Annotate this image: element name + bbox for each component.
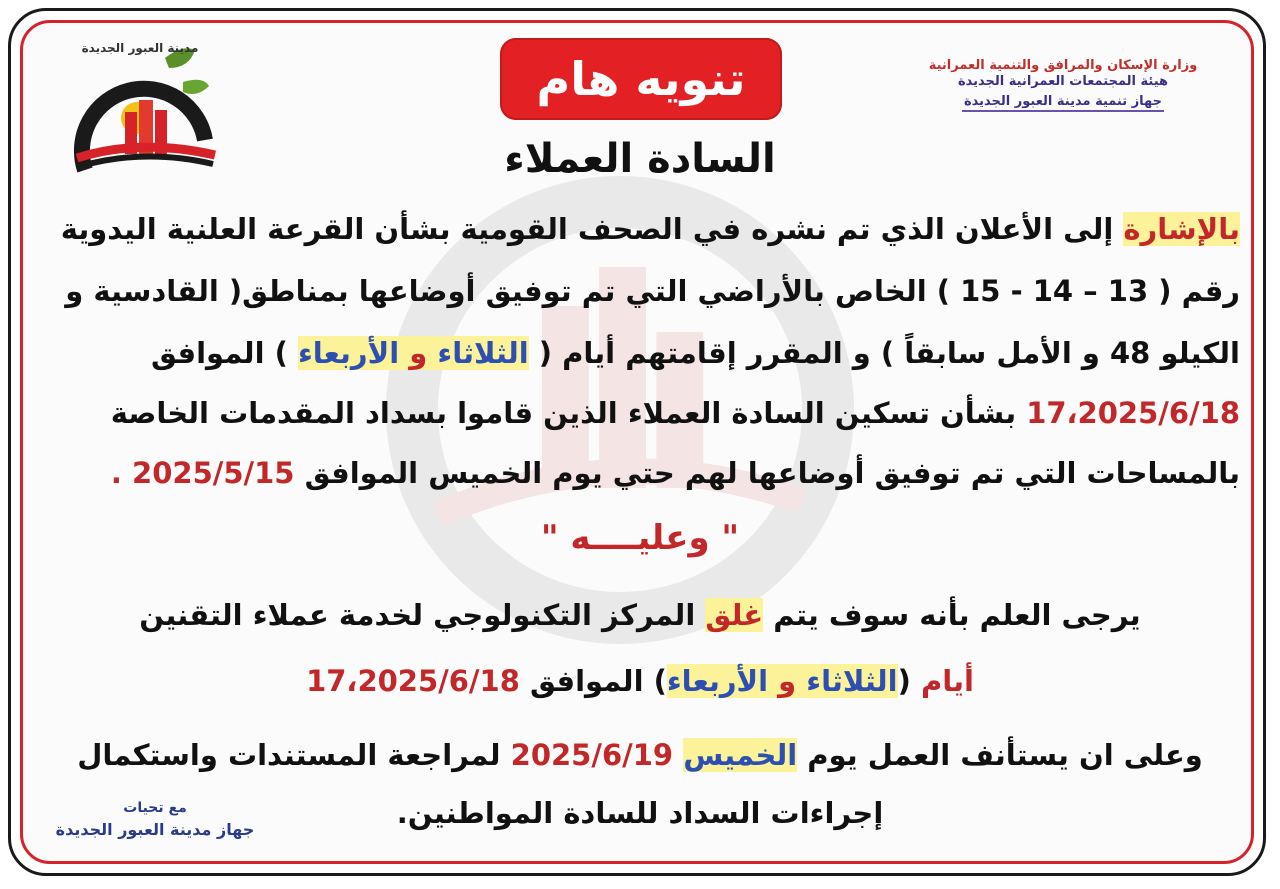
- accordingly-line: [40, 518, 1240, 558]
- final-text: إجراءات السداد للسادة المواطنين.: [396, 796, 884, 830]
- lead-word: بالإشارة: [1123, 212, 1240, 246]
- paragraph-line-3: [40, 336, 1240, 370]
- page-heading: السادة العملاء: [504, 136, 776, 182]
- closure-a: يرجى العلم بأنه سوف يتم: [763, 598, 1141, 632]
- line5-text: بالمساحات التي تم توفيق أوضاعها لهم حتي يوم الخميس الموافق: [294, 456, 1240, 490]
- days-open: (: [897, 664, 921, 698]
- ministry-line2: هيئة المجتمعات العمرانية الجديدة: [957, 73, 1169, 89]
- city-logo: [55, 30, 225, 200]
- line3-a: الكيلو 48 و الأمل سابقاً ) و المقرر إقامتهم أيام (: [528, 336, 1240, 370]
- days-date: 17،2025/6/18: [306, 664, 520, 698]
- wednesday-word: الأربعاء: [297, 336, 400, 370]
- resume-date: 2025/6/19: [500, 738, 684, 772]
- tuesday-word: الثلاثاء: [437, 336, 529, 370]
- days-tuesday: الثلاثاء: [806, 664, 898, 698]
- signature-greeting: مع تحيات: [123, 800, 187, 816]
- resume-line: [40, 738, 1240, 772]
- paragraph-line-4: [40, 396, 1240, 430]
- resume-a: وعلى ان يستأنف العمل يوم: [797, 738, 1203, 772]
- signature-block: [30, 800, 280, 839]
- ministry-line3: جهاز تنمية مدينة العبور الجديدة: [962, 94, 1164, 112]
- line1-text: إلى الأعلان الذي تم نشره في الصحف القومية بشأن القرعة العلنية اليدوية: [60, 212, 1124, 246]
- paragraph-line-2: [40, 274, 1240, 308]
- days-close: ) الموافق: [519, 664, 667, 698]
- paragraph-line-1: [40, 212, 1240, 246]
- signature-authority: جهاز مدينة العبور الجديدة: [55, 820, 255, 839]
- accordingly-word: " وعليــــه ": [540, 518, 740, 558]
- line3-b: ) الموافق: [150, 336, 298, 370]
- close-word: غلق: [705, 598, 764, 632]
- ministry-line1: وزارة الإسكان والمرافق والتنمية العمرانية: [928, 58, 1198, 73]
- line4-text: بشأن تسكين السادة العملاء الذين قاموا بسداد المقدمات الخاصة: [110, 396, 1027, 430]
- date-17-18: 17،2025/6/18: [1026, 396, 1240, 430]
- logo-text: مدينة العبور الجديدة: [81, 41, 199, 55]
- thursday-word: الخميس: [683, 738, 798, 772]
- paragraph-line-5: [40, 456, 1240, 490]
- resume-b: لمراجعة المستندات واستكمال: [77, 738, 501, 772]
- closure-b: المركز التكنولوجي لخدمة عملاء التقنين: [139, 598, 706, 632]
- days-line: [40, 664, 1240, 698]
- and-word: و: [399, 336, 438, 370]
- days-word: أيام: [920, 664, 974, 698]
- closure-line: [40, 598, 1240, 632]
- line2-text: رقم ( 13 – 14 - 15 ) الخاص بالأراضي التي تم توفيق أوضاعها بمناطق( القادسية و: [65, 274, 1240, 308]
- date-15-5: 2025/5/15 .: [110, 456, 295, 490]
- important-notice-banner: تنويه هام: [500, 38, 782, 120]
- days-and: و: [768, 664, 807, 698]
- days-wednesday: الأربعاء: [666, 664, 769, 698]
- ministry-block: [918, 58, 1208, 112]
